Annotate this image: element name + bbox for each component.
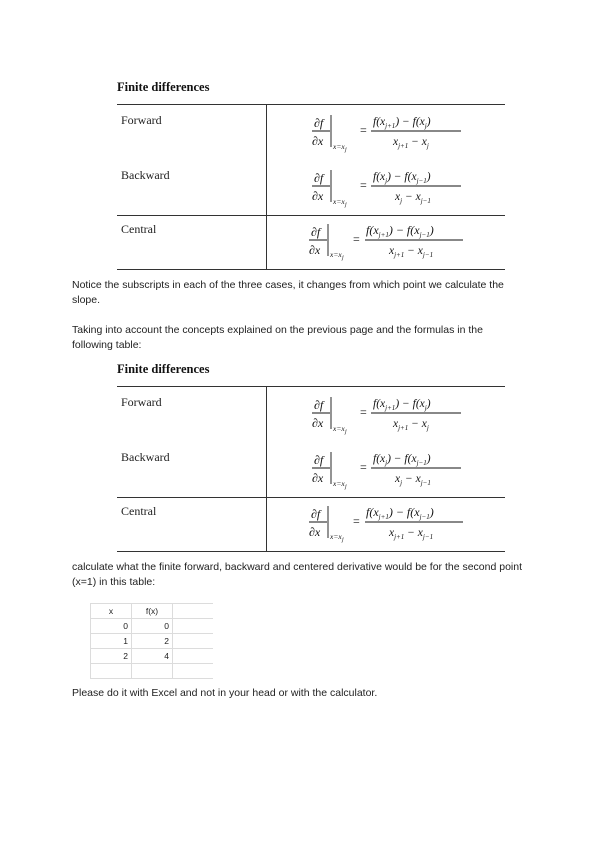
svg-text:j: j bbox=[342, 255, 344, 261]
svg-text:∂x: ∂x bbox=[312, 189, 324, 203]
formula-central bbox=[267, 216, 506, 270]
svg-text:=: = bbox=[353, 514, 360, 528]
xy-data-table bbox=[90, 603, 213, 679]
svg-text:f(xj) − f(xj−1): $f(x_j) - f(x_{j-1})$ bbox=[373, 453, 431, 467]
lhs-subscript: x=x bbox=[333, 142, 345, 151]
svg-text:∂x: ∂x bbox=[312, 134, 324, 148]
formula-forward bbox=[267, 387, 506, 443]
finite-differences-table bbox=[117, 104, 505, 270]
svg-text:j: j bbox=[342, 537, 344, 543]
row-label-backward: Backward bbox=[117, 160, 267, 216]
table-title-2: Finite differences bbox=[117, 362, 210, 376]
cell-fx: 4 bbox=[132, 649, 173, 664]
paragraph-excel-note: Please do it with Excel and not in your head or with the calculator. bbox=[72, 687, 378, 699]
svg-text:∂f: ∂f bbox=[314, 398, 324, 412]
row-label-forward: Forward bbox=[117, 105, 267, 161]
paragraph-concepts: Taking into account the concepts explained on the previous page and the formulas in the following table: bbox=[72, 324, 483, 351]
svg-text:∂x: ∂x bbox=[309, 243, 321, 257]
formula-backward bbox=[267, 160, 506, 216]
svg-text:xj − xj−1: $x_j - x_{j-1}$ bbox=[395, 473, 431, 487]
svg-text:xj+1 − xj−1: $x_{j+1} - x_{j-1}$ bbox=[389, 245, 434, 259]
svg-text:∂f: ∂f bbox=[314, 171, 324, 185]
formula-central bbox=[267, 498, 506, 552]
svg-text:j: j bbox=[345, 147, 347, 153]
svg-text:xj+1 − xj−1: $x_{j+1} - x_{j-1}$ bbox=[389, 527, 434, 541]
svg-text:xj − xj−1: $x_j - x_{j-1}$ bbox=[395, 191, 431, 205]
svg-text:=: = bbox=[360, 460, 367, 474]
cell-x: 0 bbox=[91, 619, 132, 634]
svg-text:=: = bbox=[353, 232, 360, 246]
svg-text:j: j bbox=[345, 484, 347, 490]
cell-x: 1 bbox=[91, 634, 132, 649]
svg-text:f(xj+1) − f(xj−1): $f(x_{j+1}) - f(x_{j-1})$ bbox=[366, 223, 434, 239]
paragraph-instruction: calculate what the finite forward, backward and centered derivative would be for the second point (x=1) in this table: bbox=[72, 561, 523, 588]
svg-text:j: j bbox=[345, 429, 347, 435]
svg-text:xj+1 − xj: $x_{j+1} - x_j$ bbox=[393, 418, 429, 432]
svg-text:x=x: x=x bbox=[330, 532, 342, 541]
cell-x: 2 bbox=[91, 649, 132, 664]
svg-text:∂f: ∂f bbox=[314, 116, 324, 130]
svg-text:=: = bbox=[360, 405, 367, 419]
row-label-central: Central bbox=[117, 216, 267, 270]
header-fx: f(x) bbox=[132, 604, 173, 619]
svg-text:f(xj) − f(xj−1): $f(x_j) - f(x_{j-1})$ bbox=[373, 171, 431, 185]
svg-text:∂f: ∂f bbox=[311, 225, 321, 239]
cell-fx: 0 bbox=[132, 619, 173, 634]
header-x: x bbox=[91, 604, 132, 619]
formula-backward bbox=[267, 442, 506, 498]
row-label-backward: Backward bbox=[117, 442, 267, 498]
table-title: Finite differences bbox=[117, 80, 210, 94]
svg-text:f(xj+1) − f(xj−1): $f(x_{j+1}) - f(x_{j-1})$ bbox=[366, 505, 434, 521]
svg-text:x=x: x=x bbox=[333, 197, 345, 206]
paragraph-subscripts: Notice the subscripts in each of the three cases, it changes from which point we calculate the slope. bbox=[72, 279, 504, 306]
svg-text:∂f: ∂f bbox=[311, 507, 321, 521]
cell-fx: 2 bbox=[132, 634, 173, 649]
svg-text:=: = bbox=[360, 178, 367, 192]
formula-forward bbox=[267, 105, 506, 161]
svg-text:x=x: x=x bbox=[333, 424, 345, 433]
svg-text:j: j bbox=[345, 202, 347, 208]
svg-text:x=x: x=x bbox=[330, 250, 342, 259]
finite-differences-table-2 bbox=[117, 386, 505, 552]
svg-text:f(xj+1) − f(xj): $f(x_{j+1}) - f(x_j)$ bbox=[373, 116, 431, 130]
svg-text:∂f: ∂f bbox=[314, 453, 324, 467]
svg-text:=: = bbox=[360, 123, 367, 137]
svg-text:∂x: ∂x bbox=[312, 471, 324, 485]
svg-text:f(xj+1) − f(xj): $f(x_{j+1}) - f(x_j)$ bbox=[373, 398, 431, 412]
svg-text:∂x: ∂x bbox=[312, 416, 324, 430]
svg-text:x=x: x=x bbox=[333, 479, 345, 488]
row-label-central: Central bbox=[117, 498, 267, 552]
svg-text:xj+1 − xj: $x_{j+1} - x_j$ bbox=[393, 136, 429, 150]
svg-text:∂x: ∂x bbox=[309, 525, 321, 539]
row-label-forward: Forward bbox=[117, 387, 267, 443]
